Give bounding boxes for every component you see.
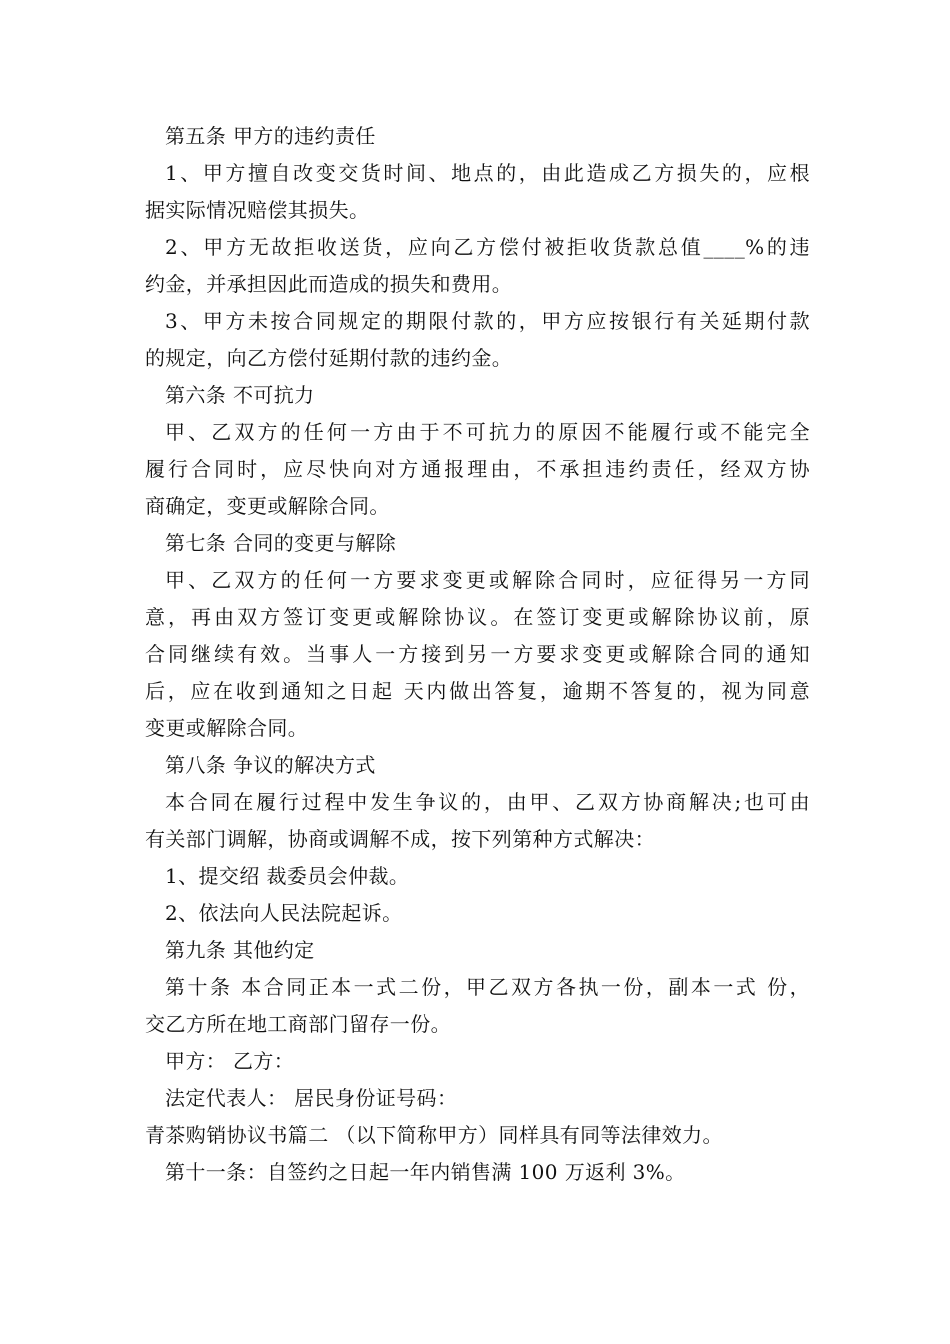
document-line: 甲、乙双方的任何一方要求变更或解除合同时，应征得另一方同 [165, 568, 810, 592]
document-line: 2、依法向人民法院起诉。 [165, 901, 403, 925]
document-line: 合同继续有效。当事人一方接到另一方要求变更或解除合同的通知 [145, 642, 810, 666]
document-line: 第九条 其他约定 [165, 938, 315, 962]
document-line: 第八条 争议的解决方式 [165, 753, 376, 777]
document-line: 交乙方所在地工商部门留存一份。 [145, 1012, 451, 1036]
document-line: 本合同在履行过程中发生争议的，由甲、乙双方协商解决;也可由 [165, 790, 810, 814]
document-line: 据实际情况赔偿其损失。 [145, 198, 370, 222]
document-line: 意，再由双方签订变更或解除协议。在签订变更或解除协议前，原 [145, 605, 810, 629]
document-line: 第十一条：自签约之日起一年内销售满 100 万返利 3%。 [165, 1160, 686, 1184]
document-line: 第十条 本合同正本一式二份，甲乙双方各执一份，副本一式 份， [165, 975, 810, 999]
document-line: 的规定，向乙方偿付延期付款的违约金。 [145, 346, 513, 370]
document-body [145, 118, 810, 1191]
document-line: 约金，并承担因此而造成的损失和费用。 [145, 272, 513, 296]
document-line: 甲方： 乙方： [165, 1049, 295, 1073]
document-line: 有关部门调解，协商或调解不成，按下列第种方式解决： [145, 827, 655, 851]
document-line: 甲、乙双方的任何一方由于不可抗力的原因不能履行或不能完全 [165, 420, 810, 444]
document-line: 1、提交绍 裁委员会仲裁。 [165, 864, 410, 888]
document-line: 履行合同时，应尽快向对方通报理由，不承担违约责任，经双方协 [145, 457, 810, 481]
document-line: 变更或解除合同。 [145, 716, 309, 740]
document-line: 法定代表人： 居民身份证号码： [165, 1086, 458, 1110]
document-line: 2、甲方无故拒收送货，应向乙方偿付被拒收货款总值____%的违 [165, 235, 810, 259]
document-line: 商确定，变更或解除合同。 [145, 494, 390, 518]
document-line: 1、甲方擅自改变交货时间、地点的，由此造成乙方损失的，应根 [165, 161, 810, 185]
document-line: 第六条 不可抗力 [165, 383, 315, 407]
document-line: 青茶购销协议书篇二 （以下简称甲方）同样具有同等法律效力。 [145, 1123, 723, 1147]
document-line: 后，应在收到通知之日起 天内做出答复，逾期不答复的，视为同意 [145, 679, 810, 703]
document-line: 3、甲方未按合同规定的期限付款的，甲方应按银行有关延期付款 [165, 309, 810, 333]
document-line: 第七条 合同的变更与解除 [165, 531, 397, 555]
document-line: 第五条 甲方的违约责任 [165, 124, 376, 148]
